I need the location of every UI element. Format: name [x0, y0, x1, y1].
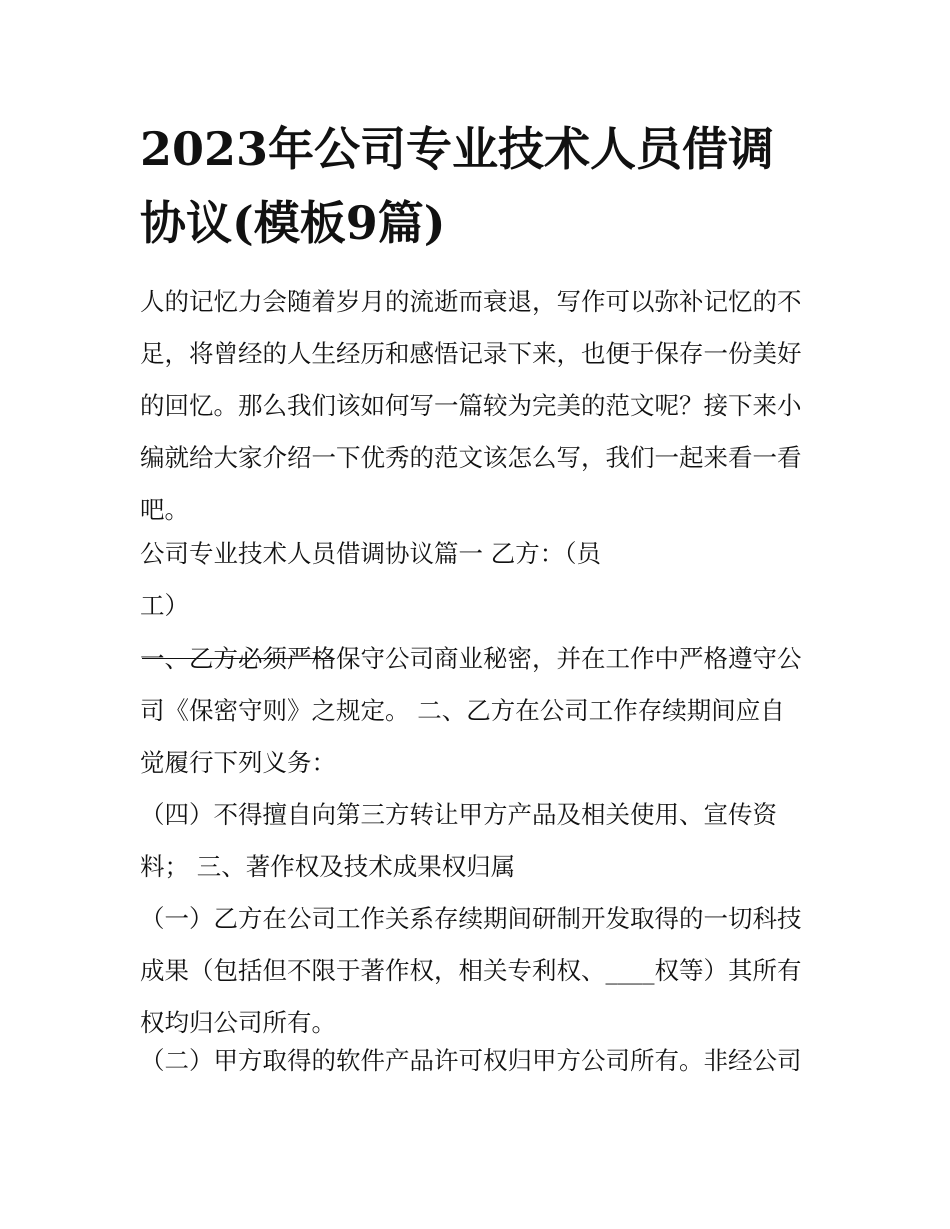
clause-line: 成果（包括但不限于著作权，相关专利权、____权等）其所有	[140, 956, 802, 985]
intro-paragraph	[140, 276, 830, 536]
intro-line: 编就给大家介绍一下优秀的范文该怎么写，我们一起来看一看	[140, 443, 802, 472]
intro-line: 吧。	[140, 495, 189, 524]
section-heading-line-1: 公司专业技术人员借调协议篇一 乙方：（员	[140, 539, 602, 568]
clause-line: 觉履行下列义务：	[140, 748, 336, 777]
intro-line: 足，将曾经的人生经历和感悟记录下来，也便于保存一份美好	[140, 339, 802, 368]
intro-line: 人的记忆力会随着岁月的流逝而衰退，写作可以弥补记忆的不	[140, 287, 802, 316]
section-heading-text: 工）	[140, 591, 189, 620]
clause-line: （二）甲方取得的软件产品许可权归甲方公司所有。非经公司	[140, 1046, 802, 1075]
clause-line: （四）不得擅自向第三方转让甲方产品及相关使用、宣传资	[140, 800, 777, 829]
clauses-block-1	[140, 633, 830, 1049]
intro-line: 的回忆。那么我们该如何写一篇较为完美的范文呢？接下来小	[140, 391, 802, 420]
clause-line: 权均归公司所有。	[140, 1008, 336, 1037]
clause-line: 料； 三、著作权及技术成果权归属	[140, 852, 516, 881]
document-title	[140, 112, 830, 260]
clause-line: 一、乙方必须严格保守公司商业秘密，并在工作中严格遵守公	[140, 644, 802, 673]
title-line-2: 协议(模板9篇)	[140, 196, 446, 250]
clause-line: 司《保密守则》之规定。 二、乙方在公司工作存续期间应自	[140, 696, 785, 725]
clauses-block-2	[140, 1035, 830, 1087]
title-line-1: 2023年公司专业技术人员借调	[140, 122, 775, 176]
clause-line: （一）乙方在公司工作关系存续期间研制开发取得的一切科技	[140, 904, 802, 933]
